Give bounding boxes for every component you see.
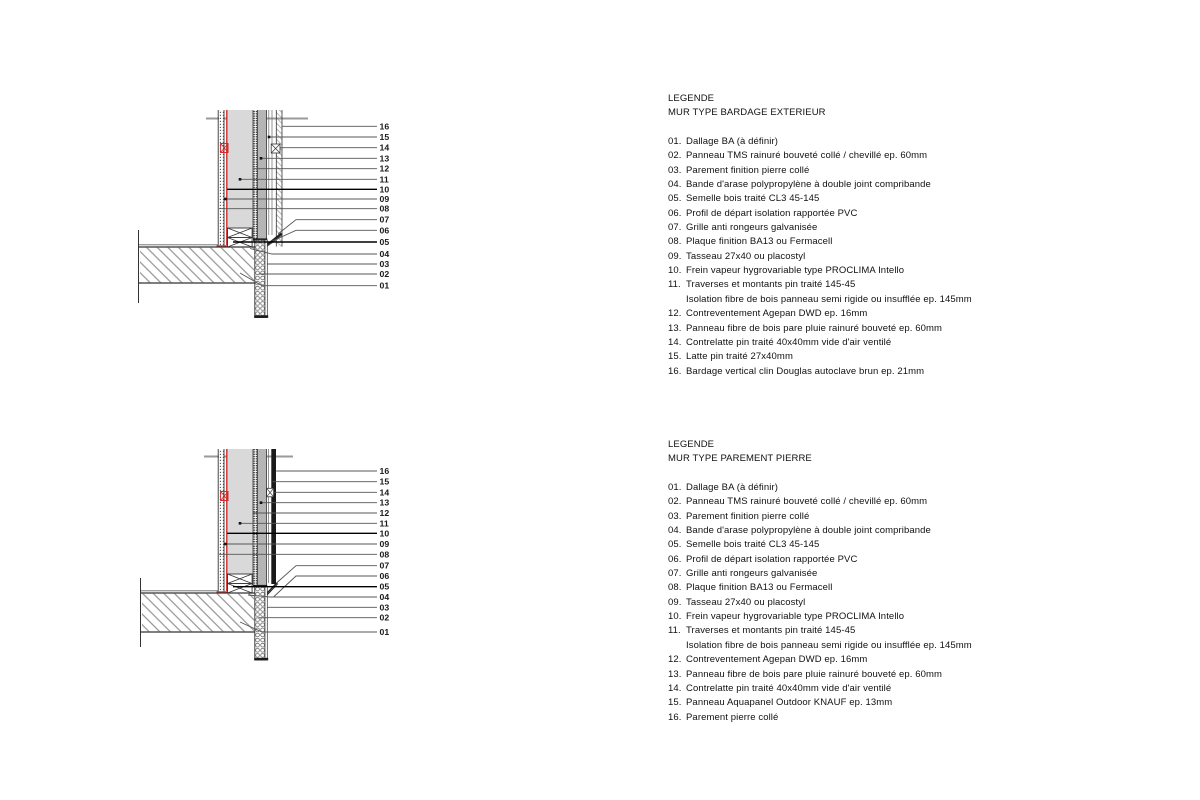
callout-number: 02 <box>379 269 390 279</box>
legend-item-text: Dallage BA (à définir) <box>686 482 778 494</box>
legend-item-text: Bande d'arase polypropylène à double joint compribande <box>686 525 931 537</box>
legend-item <box>668 538 1000 552</box>
legend-item <box>668 250 1000 264</box>
callout-number: 15 <box>379 132 390 142</box>
legend-item-number: 10. <box>668 265 682 277</box>
legend-item <box>668 481 1000 495</box>
legend-item <box>668 336 1000 350</box>
legend-item-number: 06. <box>668 553 682 565</box>
callout-number: 14 <box>379 487 390 498</box>
leader-marker-dot <box>260 501 263 504</box>
legend-item-number: 05. <box>668 539 682 551</box>
legend-item-text: Panneau fibre de bois pare pluie rainuré bouveté ep. 60mm <box>686 668 943 680</box>
legend-item-text: Dallage BA (à définir) <box>686 136 778 148</box>
legend-item <box>668 495 1000 509</box>
legend-item-text: Parement finition pierre collé <box>686 164 810 176</box>
callout-number: 03 <box>379 259 390 269</box>
callout-number: 11 <box>379 174 389 185</box>
legend-item-text: Contrelatte pin traité 40x40mm vide d'air ventilé <box>686 682 892 694</box>
legend-title: LEGENDE <box>668 93 715 104</box>
callout-number: 13 <box>379 497 390 508</box>
legend-item-number: 11. <box>668 625 681 637</box>
legend-item <box>668 350 1000 364</box>
callout-number: 13 <box>379 153 390 164</box>
callout-number: 03 <box>379 602 390 613</box>
legend-item <box>668 235 1000 249</box>
legend-item-text: Panneau fibre de bois pare pluie rainuré bouveté ep. 60mm <box>686 322 943 334</box>
legend-item-number: 15. <box>668 351 682 363</box>
leader-marker-dot <box>224 543 227 546</box>
legend-item <box>668 581 1000 595</box>
legend-item <box>668 696 1000 710</box>
legend-item-number: 12. <box>668 308 682 320</box>
legend-item-number: 07. <box>668 222 682 234</box>
legend-parement-pierre <box>668 438 1000 725</box>
legend-item <box>668 307 1000 321</box>
legend-item-list <box>668 481 1000 725</box>
callout-number: 15 <box>379 476 390 487</box>
legend-item-text: Panneau Aquapanel Outdoor KNAUF ep. 13mm <box>686 697 893 709</box>
legend-item <box>668 668 1000 682</box>
legend-item <box>668 653 1000 667</box>
legend-item <box>668 596 1000 610</box>
legend-item-text: Bardage vertical clin Douglas autoclave brun ep. 21mm <box>686 365 925 377</box>
callout-number: 10 <box>379 184 390 195</box>
legend-item-text: Contreventement Agepan DWD ep. 16mm <box>686 308 868 320</box>
legend-item-text-continued: Isolation fibre de bois panneau semi rigide ou insufflée ep. 145mm <box>686 639 972 651</box>
legend-item-number: 16. <box>668 365 682 377</box>
legend-item-text: Plaque finition BA13 ou Fermacell <box>686 236 833 248</box>
legend-item-number: 04. <box>668 525 682 537</box>
legend-item <box>668 221 1000 235</box>
leader-line <box>273 230 378 241</box>
legend-item-text: Plaque finition BA13 ou Fermacell <box>686 582 833 594</box>
callout-number: 14 <box>379 142 390 153</box>
legend-bardage-exterieur <box>668 92 1000 379</box>
tms-panel-strip <box>254 587 268 661</box>
legend-item-text: Traverses et montants pin traité 145-45 <box>686 279 856 291</box>
legend-subtitle: MUR TYPE PAREMENT PIERRE <box>668 453 812 465</box>
legend-item-number: 02. <box>668 150 682 162</box>
callout-number: 06 <box>379 225 390 236</box>
callout-number: 06 <box>379 571 390 581</box>
legend-item-text: Panneau TMS rainuré bouveté collé / chevillé ep. 60mm <box>686 150 928 162</box>
legend-item <box>668 135 1000 149</box>
legend-item <box>668 192 1000 206</box>
legend-item-text-continued: Isolation fibre de bois panneau semi rigide ou insufflée ep. 145mm <box>686 293 972 305</box>
legend-item <box>668 567 1000 581</box>
callout-number: 04 <box>379 592 390 602</box>
legend-item <box>668 510 1000 524</box>
legend-item-number: 03. <box>668 510 682 522</box>
legend-item <box>668 164 1000 178</box>
callout-number: 10 <box>379 528 390 539</box>
callout-number: 05 <box>379 237 390 247</box>
legend-item-number: 09. <box>668 596 682 608</box>
callout-number: 08 <box>379 203 390 214</box>
wall-section-mur-type-bardage-exterieur <box>139 110 390 318</box>
legend-item-list <box>668 135 1000 379</box>
legend-item-text: Tasseau 27x40 ou placostyl <box>686 596 806 608</box>
callout-number: 16 <box>379 466 390 476</box>
leader-line <box>250 249 377 255</box>
callout-number: 01 <box>379 280 390 291</box>
legend-item-text: Contrelatte pin traité 40x40mm vide d'air ventilé <box>686 336 892 348</box>
legend-item-number: 09. <box>668 250 682 262</box>
leader-marker-dot <box>239 522 242 525</box>
legend-item <box>668 682 1000 696</box>
legend-item-number: 05. <box>668 193 682 205</box>
legend-item-number: 04. <box>668 179 682 191</box>
legend-item <box>668 553 1000 567</box>
leader-marker-dot <box>268 136 271 139</box>
callout-number: 11 <box>379 518 389 529</box>
legend-item <box>668 365 1000 379</box>
legend-item-number: 01. <box>668 136 682 148</box>
legend-item-text: Latte pin traité 27x40mm <box>686 351 793 363</box>
legend-item-number: 15. <box>668 697 682 709</box>
callout-number: 02 <box>379 612 390 623</box>
legend-item-text: Grille anti rongeurs galvanisée <box>686 222 818 234</box>
legend-title: LEGENDE <box>668 439 715 450</box>
legend-item-number: 02. <box>668 496 682 508</box>
legend-item-number: 11. <box>668 279 681 291</box>
legend-item <box>668 264 1000 278</box>
callout-number: 05 <box>379 581 390 592</box>
legend-item <box>668 711 1000 725</box>
legend-item <box>668 524 1000 538</box>
legend-item <box>668 322 1000 336</box>
legend-item-text: Parement pierre collé <box>686 711 779 723</box>
callout-number: 12 <box>379 508 390 518</box>
legend-item-number: 12. <box>668 654 682 666</box>
legend-item-text: Semelle bois traité CL3 45-145 <box>686 193 820 205</box>
legend-item-text: Contreventement Agepan DWD ep. 16mm <box>686 654 868 666</box>
legend-item <box>668 278 1000 292</box>
legend-item-text: Frein vapeur hygrovariable type PROCLIMA Intello <box>686 611 905 623</box>
legend-item-text: Semelle bois traité CL3 45-145 <box>686 539 820 551</box>
callout-number: 08 <box>379 549 390 560</box>
callout-number: 07 <box>379 560 390 571</box>
legend-item-number: 07. <box>668 568 682 580</box>
legend-item-number: 14. <box>668 336 682 348</box>
legend-item <box>668 624 1000 638</box>
callout-number: 16 <box>379 121 390 132</box>
legend-item-number: 08. <box>668 236 682 248</box>
wall-section-mur-type-parement-pierre <box>141 449 390 660</box>
legend-item <box>668 149 1000 163</box>
legend-item-text: Panneau TMS rainuré bouveté collé / chevillé ep. 60mm <box>686 496 928 508</box>
legend-item-number: 03. <box>668 164 682 176</box>
callout-number: 01 <box>379 627 390 637</box>
legend-item-number: 10. <box>668 611 682 623</box>
callout-number: 09 <box>379 194 390 204</box>
legend-item-number: 08. <box>668 582 682 594</box>
legend-item-text: Profil de départ isolation rapportée PVC <box>686 207 858 219</box>
legend-item <box>668 178 1000 192</box>
leader-marker-dot <box>224 198 227 201</box>
callout-number: 07 <box>379 214 390 225</box>
callout-number: 04 <box>379 249 390 259</box>
legend-item-number: 06. <box>668 207 682 219</box>
legend-item-number: 14. <box>668 682 682 694</box>
legend-item-number: 16. <box>668 711 682 723</box>
legend-item <box>668 207 1000 221</box>
legend-item <box>668 610 1000 624</box>
legend-subtitle: MUR TYPE BARDAGE EXTERIEUR <box>668 107 826 119</box>
legend-item-number: 13. <box>668 668 682 680</box>
callout-number: 09 <box>379 539 390 549</box>
legend-item-text: Bande d'arase polypropylène à double joint compribande <box>686 179 931 191</box>
callout-number: 12 <box>379 163 390 174</box>
legend-item-number: 13. <box>668 322 682 334</box>
legend-item-text: Tasseau 27x40 ou placostyl <box>686 250 806 262</box>
leader-marker-dot <box>239 178 242 181</box>
legend-item-number: 01. <box>668 482 682 494</box>
legend-item-text: Grille anti rongeurs galvanisée <box>686 568 818 580</box>
legend-item-text: Profil de départ isolation rapportée PVC <box>686 553 858 565</box>
leader-marker-dot <box>260 157 263 160</box>
legend-item-text: Frein vapeur hygrovariable type PROCLIMA Intello <box>686 265 905 277</box>
legend-item-text: Parement finition pierre collé <box>686 510 810 522</box>
legend-item-text: Traverses et montants pin traité 145-45 <box>686 625 856 637</box>
